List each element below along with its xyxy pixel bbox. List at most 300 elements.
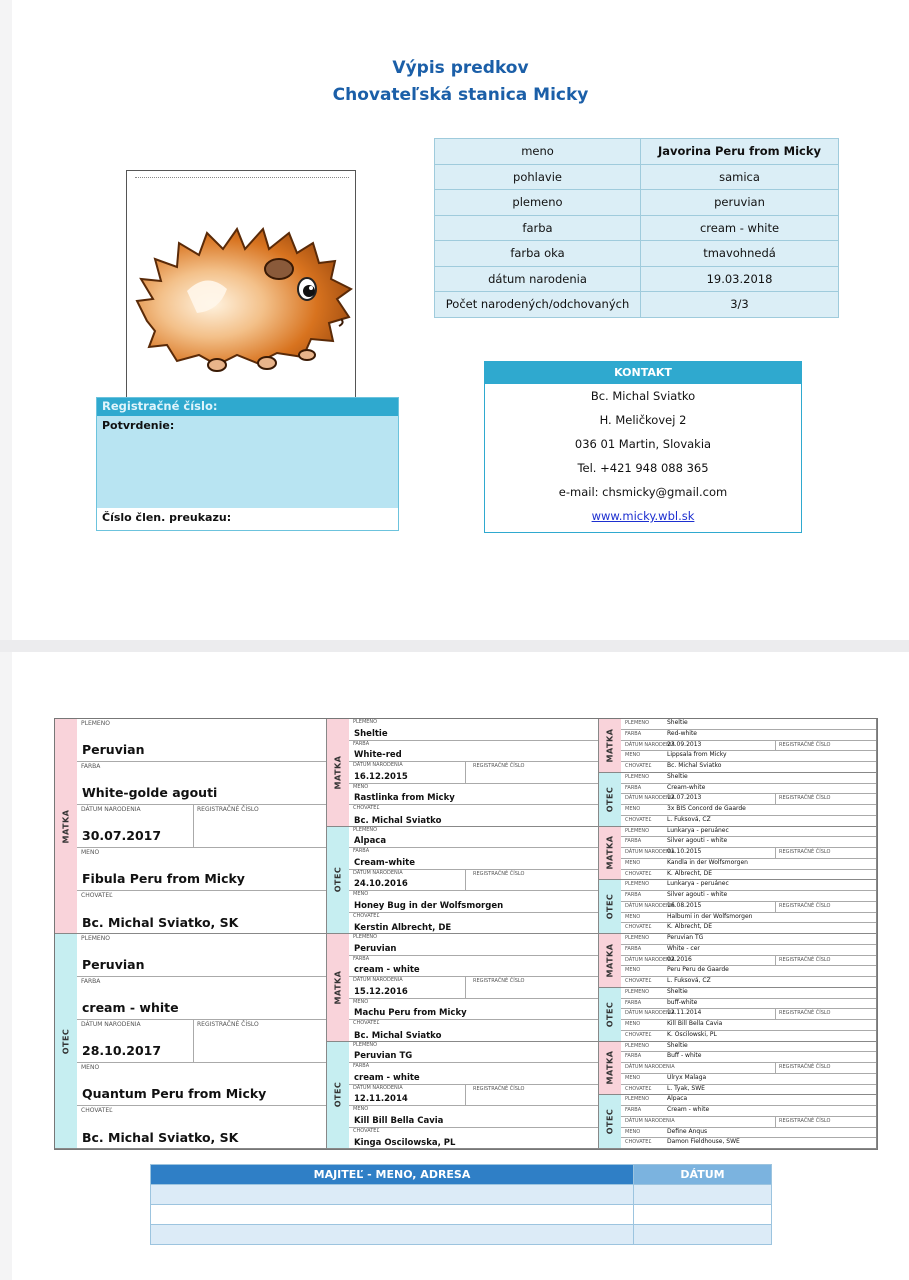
field-value-breed: Peruvian TG: [354, 1051, 413, 1061]
side-text: MATKA: [61, 809, 71, 843]
field-value-name: Rastlinka from Micky: [354, 793, 455, 803]
member-card-field: Číslo člen. preukazu:: [102, 511, 232, 524]
field-label: MENO: [353, 998, 369, 1005]
pedigree-field-breed: [621, 1095, 876, 1106]
pedigree-field-breeder: [621, 870, 876, 881]
matka-label: [327, 719, 349, 826]
reg-label: REGISTRAČNÉ ČÍSLO: [779, 1064, 831, 1070]
pedigree-field-breed: [621, 988, 876, 999]
field-label: FARBA: [625, 838, 642, 845]
matka-label: [599, 827, 621, 880]
field-label: DÁTUM NARODENIA: [625, 902, 675, 909]
pedigree-field-color: [621, 945, 876, 956]
field-value-name: Peru Peru de Gaarde: [667, 966, 729, 974]
pedigree-fields: [621, 827, 876, 880]
contact-box: [484, 361, 802, 533]
field-value-breeder: L. Tyak, SWE: [667, 1084, 705, 1092]
field-label: MENO: [625, 1074, 641, 1081]
pedigree-field-name: [349, 1106, 598, 1128]
side-text: OTEC: [61, 1028, 71, 1054]
info-row: [435, 215, 839, 241]
field-value-name: Quantum Peru from Micky: [82, 1086, 267, 1101]
field-label: DÁTUM NARODENIA: [81, 806, 141, 813]
pedigree-field-dob: [621, 902, 876, 913]
date-header: DÁTUM: [634, 1165, 772, 1185]
reg-label: REGISTRAČNÉ ČÍSLO: [473, 763, 525, 769]
field-label: DÁTUM NARODENIA: [625, 1117, 675, 1124]
field-value-breed: Lunkarya - peruánec: [667, 880, 729, 888]
side-text: MATKA: [605, 728, 615, 763]
matka-label: [327, 934, 349, 1041]
pedigree-field-name: [621, 751, 876, 762]
pedigree-field-breed: [349, 1042, 598, 1064]
pedigree-field-name: [621, 859, 876, 870]
info-value: Javorina Peru from Micky: [641, 139, 839, 165]
field-value-breed: Alpaca: [667, 1095, 688, 1103]
field-value-color: Red-white: [667, 729, 697, 737]
pedigree-block: [55, 719, 327, 934]
pedigree-field-dob: [621, 1009, 876, 1020]
field-value-breeder: L. Fuksová, CZ: [667, 815, 711, 823]
field-label: FARBA: [625, 945, 642, 952]
otec-label: [327, 827, 349, 934]
owner-header: MAJITEĽ - MENO, ADRESA: [151, 1165, 634, 1185]
field-label: PLEMENO: [625, 1096, 650, 1103]
pedigree-field-breeder: [621, 923, 876, 934]
field-label: CHOVATEĽ: [625, 1085, 652, 1092]
page-one: [12, 0, 909, 640]
side-text: MATKA: [333, 755, 343, 790]
field-divider: [465, 977, 466, 998]
field-value-breeder: Bc. Michal Sviatko: [667, 762, 722, 769]
pedigree-chart: [54, 718, 878, 1150]
pedigree-field-breed: [621, 880, 876, 891]
pedigree-field-color: [621, 891, 876, 902]
field-value-color: cream - white: [354, 1072, 420, 1083]
field-value-dob: 23.09.2013: [667, 740, 702, 748]
field-label: DÁTUM NARODENIA: [625, 795, 675, 802]
pedigree-fields: [349, 827, 598, 934]
pedigree-field-dob: [349, 1085, 598, 1107]
pedigree-block: [599, 1042, 877, 1096]
pedigree-fields: [621, 719, 876, 772]
field-value-dob: 01.10.2015: [667, 848, 702, 855]
info-value: peruvian: [641, 190, 839, 216]
pedigree-field-breed: [621, 719, 876, 730]
field-divider: [193, 1020, 194, 1062]
field-divider: [465, 870, 466, 891]
field-label: CHOVATEĽ: [81, 892, 113, 899]
info-row: [435, 241, 839, 267]
pedigree-fields: [621, 934, 876, 987]
info-value: samica: [641, 164, 839, 190]
pedigree-block: [599, 827, 877, 881]
info-row: [435, 190, 839, 216]
side-text: OTEC: [605, 1001, 615, 1027]
field-value-color: cream - white: [354, 965, 420, 975]
field-value-name: Fibula Peru from Micky: [82, 871, 245, 886]
field-value-dob: 12.11.2014: [354, 1094, 408, 1104]
pedigree-field-color: [349, 848, 598, 870]
reg-label: REGISTRAČNÉ ČÍSLO: [779, 956, 831, 963]
field-value-breed: Sheltie: [667, 987, 688, 995]
side-text: MATKA: [605, 835, 615, 870]
field-label: CHOVATEĽ: [353, 912, 380, 919]
pedigree-fields: [349, 934, 598, 1041]
field-value-breeder: Damon Fieldhouse, SWE: [667, 1138, 740, 1146]
field-divider: [775, 848, 776, 858]
side-text: OTEC: [605, 893, 615, 920]
reg-label: REGISTRAČNÉ ČÍSLO: [473, 978, 525, 984]
registration-box: [96, 397, 399, 531]
field-label: FARBA: [625, 1107, 642, 1113]
pedigree-field-breeder: [349, 805, 598, 827]
field-value-breeder: Bc. Michal Sviatko, SK: [82, 1130, 239, 1145]
pedigree-block: [599, 719, 877, 773]
field-label: MENO: [81, 1064, 100, 1071]
field-value-color: Silver agouti - white: [667, 837, 728, 845]
field-label: MENO: [625, 1021, 641, 1027]
info-label: farba: [435, 215, 641, 241]
info-value: 3/3: [641, 292, 839, 318]
pedigree-block: [599, 773, 877, 827]
pedigree-field-dob: [621, 794, 876, 805]
field-value-breeder: K. Albrecht, DE: [667, 869, 713, 877]
field-label: MENO: [625, 859, 641, 866]
pedigree-field-dob: [621, 956, 876, 967]
field-divider: [775, 902, 776, 912]
registration-header: Registračné číslo:: [97, 398, 398, 416]
field-label: CHOVATEĽ: [625, 978, 652, 984]
field-value-breed: Sheltie: [667, 719, 688, 726]
pedigree-field-color: [77, 762, 326, 805]
field-value-name: Machu Peru from Micky: [354, 1008, 467, 1018]
field-value-color: White-golde agouti: [82, 785, 218, 800]
field-label: MENO: [81, 849, 100, 856]
field-value-name: Halbumi in der Wolfsmorgen: [667, 912, 753, 920]
field-label: FARBA: [353, 848, 370, 854]
field-label: PLEMENO: [625, 935, 650, 941]
pedigree-field-color: [77, 977, 326, 1020]
field-label: FARBA: [625, 730, 642, 737]
field-value-breeder: K. Albrecht, DE: [667, 923, 713, 931]
field-value-dob: 12.11.2014: [667, 1009, 702, 1017]
reg-label: REGISTRAČNÉ ČÍSLO: [779, 849, 831, 855]
pedigree-field-name: [621, 1128, 876, 1139]
contact-name: Bc. Michal Sviatko: [590, 389, 696, 403]
contact-street: H. Meličkovej 2: [599, 413, 687, 427]
info-label: pohlavie: [435, 164, 641, 190]
field-value-color: White-red: [354, 750, 402, 760]
field-value-breeder: L. Fuksová, CZ: [667, 977, 711, 984]
field-label: DÁTUM NARODENIA: [625, 1064, 675, 1070]
field-label: PLEMENO: [625, 827, 650, 834]
field-label: CHOVATEĽ: [625, 763, 652, 769]
owner-cell[interactable]: [151, 1205, 634, 1225]
field-value-dob: 12.07.2013: [667, 794, 702, 802]
side-text: OTEC: [333, 866, 343, 893]
date-cell[interactable]: [634, 1205, 772, 1225]
matka-label: [599, 719, 621, 772]
field-value-color: Cream-white: [667, 783, 706, 791]
field-value-color: Cream-white: [354, 857, 415, 868]
pedigree-field-breed: [621, 773, 876, 784]
date-cell[interactable]: [634, 1185, 772, 1205]
field-label: DÁTUM NARODENIA: [353, 1084, 403, 1091]
otec-label: [599, 988, 621, 1041]
field-label: DÁTUM NARODENIA: [353, 762, 403, 768]
pedigree-field-color: [349, 741, 598, 763]
field-label: PLEMENO: [353, 934, 378, 940]
reg-label: REGISTRAČNÉ ČÍSLO: [473, 870, 525, 877]
pedigree-field-name: [77, 1063, 326, 1106]
field-label: MENO: [625, 752, 641, 759]
pedigree-fields: [621, 773, 876, 826]
pedigree-field-color: [621, 837, 876, 848]
field-label: PLEMENO: [625, 988, 650, 995]
pedigree-field-breed: [77, 934, 326, 977]
page-two: [12, 652, 909, 1280]
guinea-pig-photo: [126, 170, 356, 398]
pedigree-field-name: [77, 848, 326, 891]
pedigree-field-breeder: [621, 816, 876, 827]
field-divider: [193, 805, 194, 847]
side-text: MATKA: [605, 1050, 615, 1085]
pedigree-fields: [349, 1042, 598, 1149]
field-value-breed: Sheltie: [667, 772, 688, 780]
pedigree-field-dob: [621, 741, 876, 752]
pedigree-field-dob: [349, 762, 598, 784]
field-value-breed: Sheltie: [354, 728, 388, 739]
pedigree-field-name: [621, 966, 876, 977]
date-cell[interactable]: [634, 1225, 772, 1245]
pedigree-field-breeder: [621, 1031, 876, 1042]
pedigree-field-dob: [621, 1117, 876, 1128]
pedigree-field-name: [621, 1020, 876, 1031]
field-value-name: Define Anqus: [667, 1127, 708, 1135]
pedigree-field-color: [621, 1052, 876, 1063]
pedigree-field-breeder: [621, 1085, 876, 1096]
field-value-dob: 16.12.2015: [354, 771, 408, 782]
pedigree-field-breed: [77, 719, 326, 762]
field-label: PLEMENO: [625, 1042, 650, 1049]
field-label: PLEMENO: [353, 719, 378, 725]
pedigree-block: [55, 934, 327, 1149]
field-value-dob: 24.10.2016: [354, 879, 408, 889]
info-label: meno: [435, 139, 641, 165]
pedigree-field-breeder: [621, 1138, 876, 1149]
reg-label: REGISTRAČNÉ ČÍSLO: [779, 902, 831, 909]
field-divider: [775, 741, 776, 751]
pedigree-block: [599, 988, 877, 1042]
side-text: MATKA: [605, 943, 615, 978]
field-value-breeder: Bc. Michal Sviatko, SK: [82, 915, 239, 930]
field-value-dob: 16.08.2015: [667, 901, 702, 909]
side-text: OTEC: [605, 786, 615, 812]
field-value-breeder: Bc. Michal Sviatko: [354, 1030, 442, 1041]
info-label: dátum narodenia: [435, 266, 641, 292]
pedigree-block: [599, 880, 877, 934]
field-divider: [775, 1117, 776, 1127]
pedigree-fields: [621, 880, 876, 933]
pedigree-field-breed: [349, 719, 598, 741]
contact-phone: Tel. +421 948 088 365: [577, 461, 709, 475]
owner-cell[interactable]: [151, 1225, 634, 1245]
field-label: FARBA: [625, 999, 642, 1006]
side-text: OTEC: [605, 1108, 615, 1135]
field-label: PLEMENO: [625, 773, 650, 780]
pedigree-field-breeder: [621, 977, 876, 988]
info-row: [435, 292, 839, 318]
field-value-name: Kill Bill Bella Cavia: [667, 1020, 723, 1027]
field-label: DÁTUM NARODENIA: [81, 1021, 141, 1028]
reg-label: REGISTRAČNÉ ČÍSLO: [473, 1085, 525, 1092]
info-value: tmavohnedá: [641, 241, 839, 267]
pedigree-field-breed: [621, 827, 876, 838]
pedigree-field-color: [621, 730, 876, 741]
pedigree-field-breed: [621, 934, 876, 945]
field-label: CHOVATEĽ: [353, 1020, 380, 1026]
confirmation-field: Potvrdenie:: [97, 416, 398, 508]
reg-label: REGISTRAČNÉ ČÍSLO: [779, 795, 831, 802]
pedigree-field-breeder: [349, 1128, 598, 1150]
field-value-color: Buff - white: [667, 1052, 702, 1060]
owner-table: [150, 1164, 772, 1245]
field-value-breeder: Kerstin Albrecht, DE: [354, 923, 452, 933]
field-label: MENO: [353, 1106, 369, 1112]
matka-label: [55, 719, 77, 933]
pedigree-field-breed: [349, 827, 598, 849]
info-value: cream - white: [641, 215, 839, 241]
pedigree-field-dob: [349, 870, 598, 892]
field-divider: [775, 794, 776, 804]
reg-label: REGISTRAČNÉ ČÍSLO: [197, 806, 259, 813]
field-label: CHOVATEĽ: [625, 870, 652, 877]
contact-web-link[interactable]: www.micky.wbl.sk: [591, 509, 695, 523]
pedigree-block: [327, 1042, 599, 1150]
field-label: PLEMENO: [81, 935, 110, 942]
pedigree-field-breeder: [349, 1020, 598, 1042]
pedigree-field-name: [349, 891, 598, 913]
pedigree-field-color: [621, 999, 876, 1010]
field-value-name: Ulryx Malaga: [667, 1073, 707, 1081]
pedigree-field-dob: [77, 1020, 326, 1063]
field-value-name: Lippsala from Micky: [667, 751, 727, 759]
field-value-breed: Peruvian: [82, 957, 145, 972]
pedigree-field-breeder: [77, 1106, 326, 1149]
contact-city: 036 01 Martin, Slovakia: [574, 437, 712, 451]
field-label: FARBA: [353, 1063, 370, 1069]
field-divider: [775, 1063, 776, 1073]
reg-label: REGISTRAČNÉ ČÍSLO: [197, 1021, 259, 1028]
owner-cell[interactable]: [151, 1185, 634, 1205]
pedigree-field-breed: [349, 934, 598, 956]
otec-label: [599, 880, 621, 933]
page-separator: [0, 640, 909, 652]
field-value-color: cream - white: [82, 1000, 179, 1015]
side-text: OTEC: [333, 1081, 343, 1108]
page-title: Výpis predkov: [392, 58, 529, 78]
pedigree-field-name: [349, 784, 598, 806]
field-value-breed: Sheltie: [667, 1041, 688, 1049]
info-label: Počet narodených/odchovaných: [435, 292, 641, 318]
info-value: 19.03.2018: [641, 266, 839, 292]
otec-label: [327, 1042, 349, 1149]
field-label: DÁTUM NARODENIA: [625, 741, 675, 748]
field-label: CHOVATEĽ: [81, 1107, 113, 1114]
field-value-breeder: Bc. Michal Sviatko: [354, 815, 442, 826]
field-label: FARBA: [625, 892, 642, 898]
contact-email: e-mail: chsmicky@gmail.com: [558, 485, 728, 499]
field-value-color: buff-white: [667, 998, 698, 1006]
field-label: CHOVATEĽ: [353, 1127, 380, 1134]
field-label: FARBA: [81, 763, 101, 770]
field-value-color: Cream - white: [667, 1106, 710, 1113]
field-label: FARBA: [625, 1053, 642, 1060]
pedigree-fields: [621, 1095, 876, 1148]
field-label: MENO: [353, 783, 369, 790]
otec-label: [599, 1095, 621, 1148]
side-text: MATKA: [333, 970, 343, 1005]
pedigree-field-color: [621, 784, 876, 795]
field-label: DÁTUM NARODENIA: [625, 1010, 675, 1017]
field-label: MENO: [625, 913, 641, 920]
pedigree-block: [599, 934, 877, 988]
pedigree-fields: [77, 934, 326, 1148]
pedigree-field-name: [621, 913, 876, 924]
field-value-dob: 30.07.2017: [82, 828, 162, 843]
matka-label: [599, 934, 621, 987]
guinea-pig-image: [127, 171, 355, 397]
field-label: CHOVATEĽ: [625, 1031, 652, 1038]
pedigree-fields: [77, 719, 326, 933]
field-label: CHOVATEĽ: [625, 924, 652, 931]
field-label: MENO: [625, 806, 641, 812]
field-label: DÁTUM NARODENIA: [625, 849, 675, 855]
field-value-name: Kandla in der Wolfsmorgen: [667, 858, 748, 866]
otec-label: [599, 773, 621, 826]
field-label: PLEMENO: [353, 1041, 378, 1048]
field-divider: [465, 762, 466, 783]
field-label: MENO: [353, 891, 369, 897]
pedigree-field-name: [621, 805, 876, 816]
photo-caption-strip: [135, 177, 349, 181]
info-label: farba oka: [435, 241, 641, 267]
field-value-dob: 28.10.2017: [82, 1043, 162, 1058]
grandparents-column: [327, 719, 599, 1149]
field-value-breed: Peruvian: [82, 742, 145, 757]
pedigree-field-color: [621, 1106, 876, 1117]
field-value-breed: Peruvian TG: [667, 934, 704, 941]
field-value-name: 3x BIS Concord de Gaarde: [667, 805, 746, 812]
field-label: FARBA: [81, 978, 101, 985]
parents-column: [55, 719, 327, 1149]
field-divider: [775, 956, 776, 966]
pedigree-field-breed: [621, 1042, 876, 1053]
field-value-name: Honey Bug in der Wolfsmorgen: [354, 900, 504, 911]
field-value-breed: Peruvian: [354, 943, 397, 954]
field-label: FARBA: [353, 740, 370, 747]
field-divider: [465, 1085, 466, 1106]
pedigree-block: [327, 719, 599, 827]
reg-label: REGISTRAČNÉ ČÍSLO: [779, 741, 831, 748]
field-value-color: Silver agouti - white: [667, 891, 728, 898]
pedigree-field-dob: [349, 977, 598, 999]
pedigree-field-dob: [77, 805, 326, 848]
pedigree-field-breeder: [77, 891, 326, 934]
field-label: PLEMENO: [81, 720, 110, 727]
field-label: PLEMENO: [353, 826, 378, 833]
